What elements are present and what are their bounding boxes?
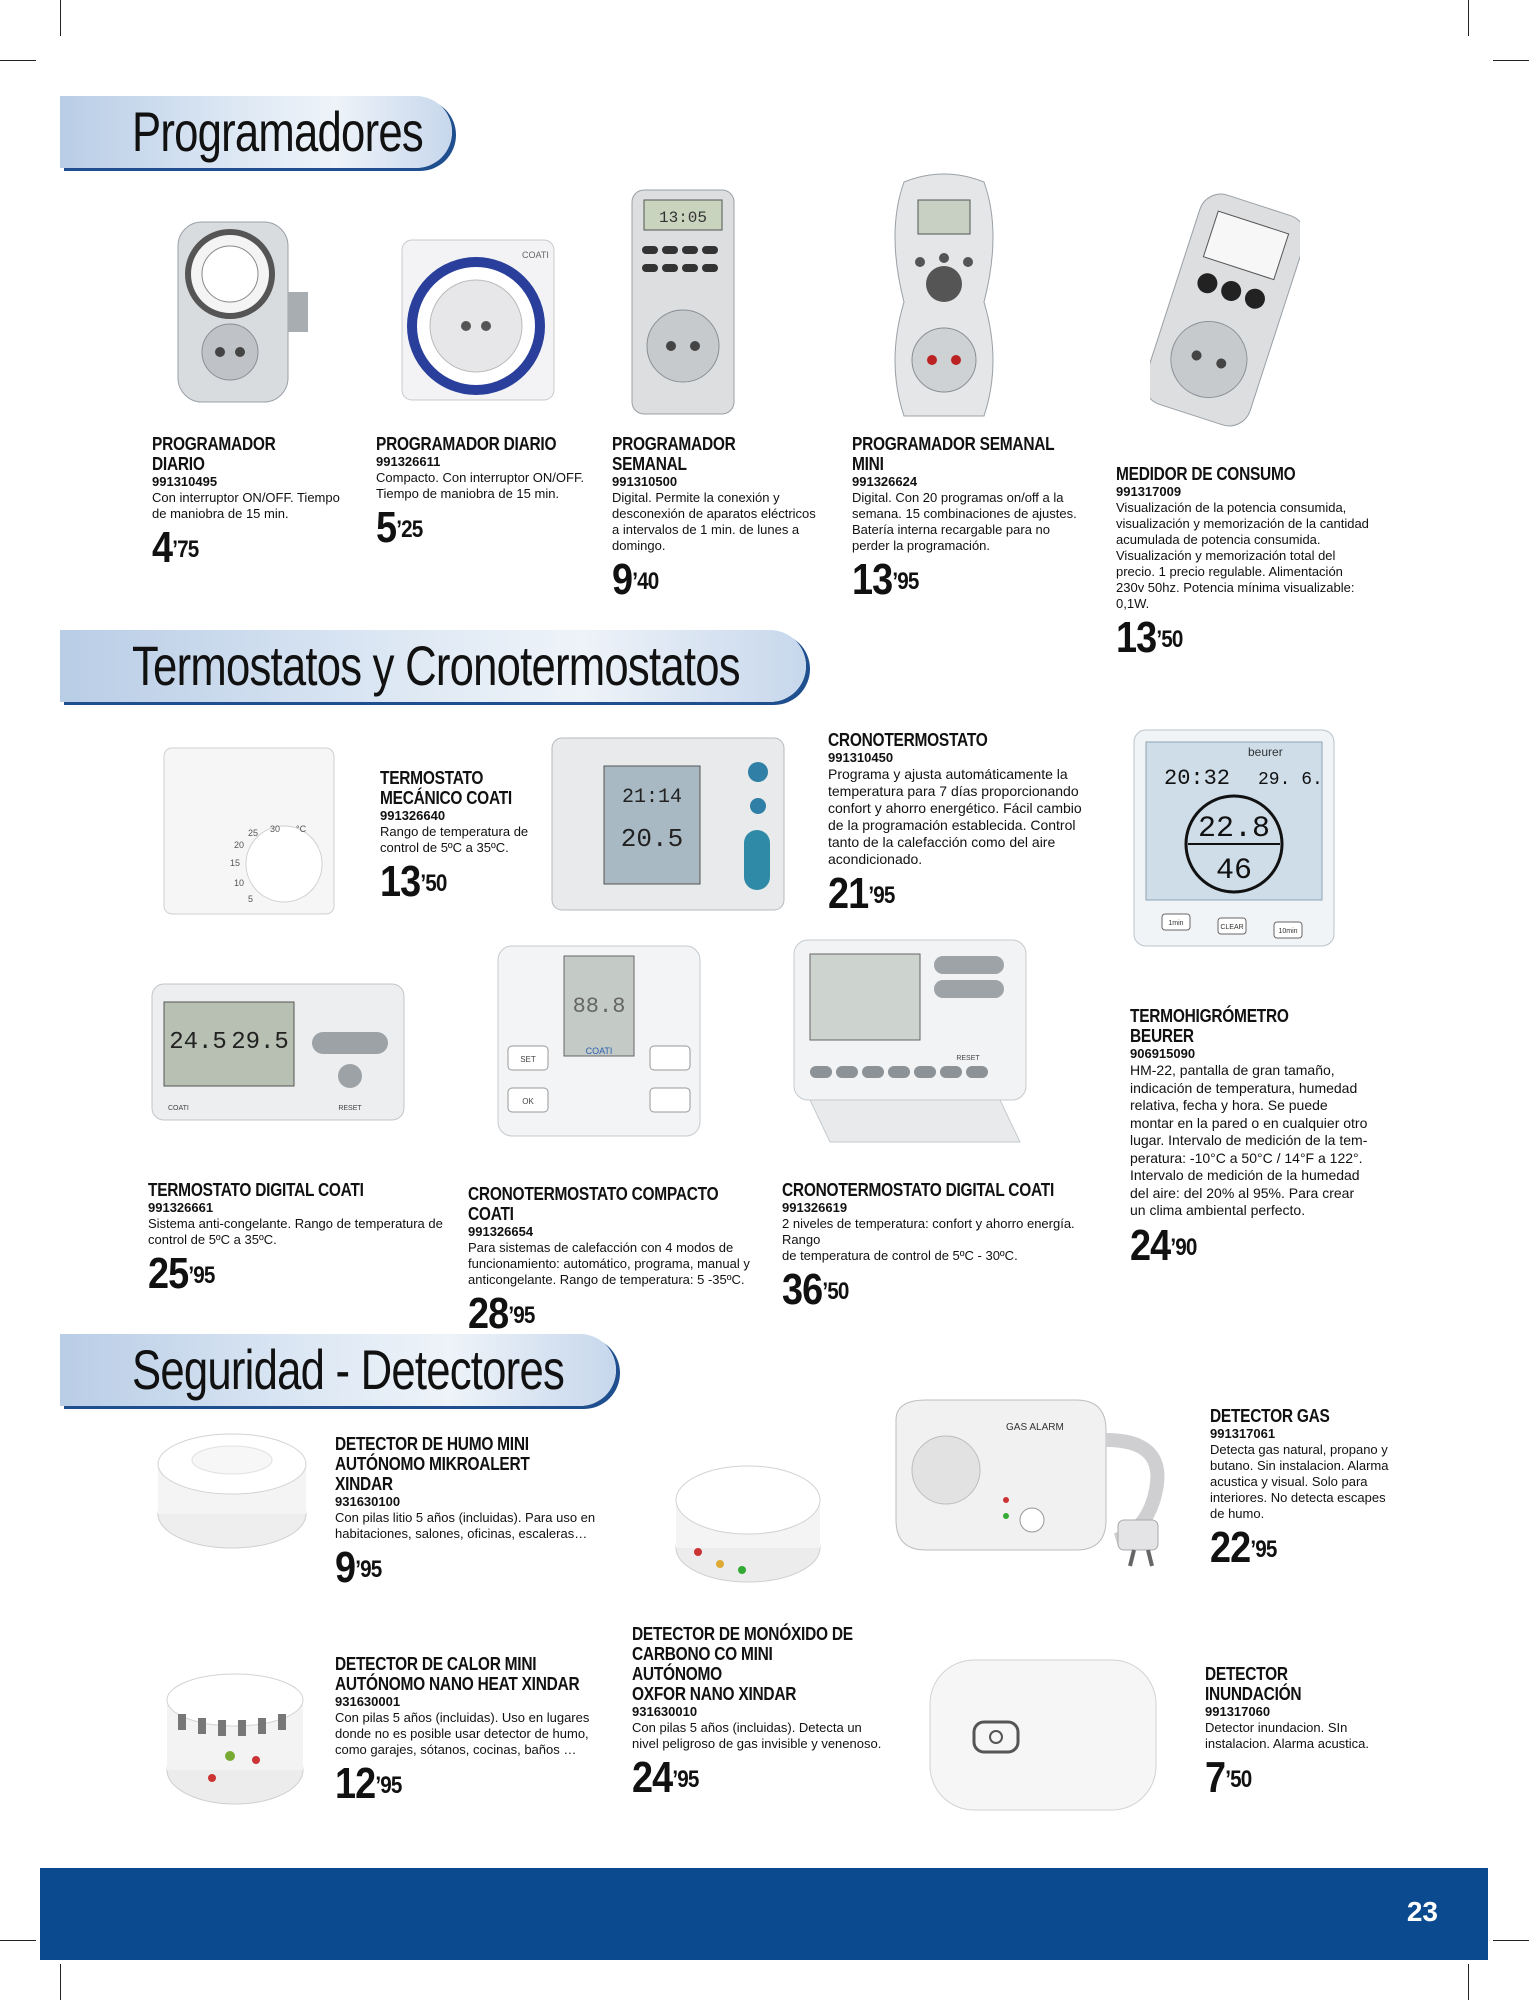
ok-label: OK (522, 1097, 534, 1106)
product-name: PROGRAMADOR SEMANAL MINI (852, 434, 1055, 474)
product-code: 931630100 (335, 1494, 401, 1509)
product-cronotermostato-digital (782, 1180, 1102, 1312)
product-name: TERMOSTATO DIGITAL COATI (148, 1180, 364, 1200)
beurer-time: 20:32 (1164, 766, 1231, 791)
detector-calor-image (160, 1660, 310, 1810)
product-price: $13^{’50}$ (1116, 613, 1183, 662)
timer-display: 13:05 (658, 209, 708, 227)
product-name: DETECTOR INUNDACIÓN (1205, 1664, 1302, 1704)
svg-text:30: 30 (270, 824, 281, 834)
crop-mark (60, 0, 61, 36)
product-description: Digital. Permite la conexión y desconexión de aparatos eléctricos a intervalos de 1 min. de lunes a domingo. (612, 490, 816, 553)
product-code: 991326611 (376, 454, 441, 469)
product-description: Con pilas 5 años (incluidas). Uso en lugares donde no es posible usar detector de humo, como garajes, sótanos, cocinas, baños … (335, 1710, 590, 1757)
product-price: $13^{’50}$ (380, 857, 447, 906)
product-price: $5^{’25}$ (376, 503, 423, 552)
product-name: TERMOHIGRÓMETRO BEURER (1130, 1006, 1289, 1046)
detector-humo-image (152, 1424, 312, 1554)
beurer-temp: 22.8 (1197, 812, 1271, 846)
product-name: PROGRAMADOR DIARIO (376, 434, 557, 454)
section-title: Seguridad - Detectores (132, 1338, 565, 1401)
product-price: $28^{’95}$ (468, 1289, 535, 1338)
product-price: $13^{’95}$ (852, 555, 919, 604)
product-programador-diario-compacto (376, 434, 596, 550)
product-name: TERMOSTATO MECÁNICO COATI (380, 768, 512, 808)
product-description: Digital. Con 20 programas on/off a la semana. 15 combinaciones de ajustes. Batería interna recargable para no perder la programación. (852, 490, 1077, 553)
product-name: DETECTOR DE HUMO MINI AUTÓNOMO MIKROALERT XINDAR (335, 1434, 530, 1494)
product-detector-monoxido (632, 1624, 902, 1800)
product-cronotermostato (828, 730, 1088, 916)
product-termohigrometro-beurer (1130, 1006, 1400, 1268)
product-code: 931630001 (335, 1694, 401, 1709)
product-price: $12^{’95}$ (335, 1759, 402, 1808)
product-price: $22^{’95}$ (1210, 1523, 1277, 1572)
termostato-mecanico-image (160, 744, 340, 920)
product-code: 991310495 (152, 474, 218, 489)
product-code: 991317009 (1116, 484, 1182, 499)
section-banner-termostatos (60, 630, 806, 702)
product-code: 991317061 (1210, 1426, 1276, 1441)
product-programador-diario (152, 434, 352, 570)
programador-semanal-mini-image (884, 172, 1004, 426)
crop-mark (1493, 60, 1529, 61)
section-title: Termostatos y Cronotermostatos (132, 634, 740, 697)
product-termostato-mecanico (380, 768, 550, 904)
reset-label: RESET (956, 1055, 980, 1062)
product-code: 991310450 (828, 750, 894, 765)
crop-mark (0, 1940, 36, 1941)
product-price: $24^{’90}$ (1130, 1220, 1197, 1270)
product-medidor-consumo (1116, 464, 1386, 660)
product-name: PROGRAMADOR DIARIO (152, 434, 276, 474)
crop-mark (1493, 1940, 1529, 1941)
product-description: Detector inundacion. SIn instalacion. Alarma acustica. (1205, 1720, 1370, 1751)
detector-gas-image (886, 1380, 1186, 1570)
set-label: SET (520, 1055, 536, 1064)
product-code: 931630010 (632, 1704, 698, 1719)
footer-bar (40, 1868, 1488, 1960)
product-description: Para sistemas de calefacción con 4 modos de funcionamiento: automático, programa, manual y anticongelante. Rango de temperatura: 5 -35ºC. (468, 1240, 750, 1287)
product-name: DETECTOR DE MONÓXIDO DE CARBONO CO MINI AUTÓNOMO OXFOR NANO XINDAR (632, 1624, 853, 1704)
product-programador-semanal (612, 434, 832, 602)
beurer-date: 29. 6. (1258, 770, 1323, 790)
product-price: $21^{’95}$ (828, 869, 895, 918)
beurer-humidity: 46 (1215, 854, 1253, 888)
product-description: Detecta gas natural, propano y butano. Sin instalacion. Alarma acustica y visual. Solo para interiores. No detecta escapes de humo. (1210, 1442, 1389, 1521)
brand-label: COATI (168, 1105, 189, 1112)
product-code: 991326619 (782, 1200, 848, 1215)
detector-inundacion-image (924, 1650, 1164, 1820)
product-code: 991326624 (852, 474, 918, 489)
product-code: 991310500 (612, 474, 678, 489)
termohigrometro-beurer-image (1128, 726, 1348, 958)
product-description: Sistema anti-congelante. Rango de temperatura de control de 5ºC a 35ºC. (148, 1216, 443, 1247)
product-name: MEDIDOR DE CONSUMO (1116, 464, 1296, 484)
product-description: Compacto. Con interruptor ON/OFF. Tiempo de maniobra de 15 min. (376, 470, 585, 501)
crop-mark (0, 60, 36, 61)
svg-text:15: 15 (230, 858, 241, 868)
beurer-button-1min: 1min (1168, 920, 1184, 927)
product-price: $36^{’50}$ (782, 1265, 849, 1314)
product-detector-humo (335, 1434, 625, 1590)
beurer-button-clear: CLEAR (1220, 924, 1244, 931)
crono-temp: 20.5 (620, 824, 684, 854)
product-price: $7^{’50}$ (1205, 1753, 1252, 1802)
svg-text:5: 5 (248, 894, 254, 904)
crop-mark (1468, 0, 1469, 36)
termostato-digital-image (148, 980, 408, 1124)
product-detector-calor (335, 1654, 625, 1806)
digital-temp-a: 24.5 (169, 1029, 227, 1056)
product-description: Con pilas litio 5 años (incluidas). Para uso en habitaciones, salones, oficinas, escaleras… (335, 1510, 596, 1541)
crop-mark (1468, 1964, 1469, 2000)
section-title: Programadores (132, 100, 423, 163)
medidor-consumo-image (1150, 190, 1300, 430)
product-name: DETECTOR GAS (1210, 1406, 1330, 1426)
cronotermostato-image (548, 730, 788, 914)
page-number: 23 (1406, 1896, 1438, 1927)
programador-diario-image (168, 212, 318, 412)
product-price: $9^{’95}$ (335, 1543, 382, 1592)
product-description: 2 niveles de temperatura: confort y ahorro energía. Rango de temperatura de control de 5ºC - 30ºC. (782, 1216, 1075, 1263)
svg-text:20: 20 (234, 840, 245, 850)
section-banner-programadores (60, 96, 452, 168)
programador-diario-compacto-image (398, 236, 558, 404)
crono-time: 21:14 (621, 786, 683, 809)
product-code: 991326661 (148, 1200, 214, 1215)
product-name: CRONOTERMOSTATO (828, 730, 988, 750)
product-name: CRONOTERMOSTATO DIGITAL COATI (782, 1180, 1055, 1200)
cronotermostato-digital-image (790, 936, 1030, 1146)
crop-mark (60, 1964, 61, 2000)
product-price: $25^{’95}$ (148, 1249, 215, 1298)
product-price: $9^{’40}$ (612, 555, 659, 604)
product-description: Rango de temperatura de control de 5ºC a 35ºC. (380, 824, 529, 855)
product-code: 991326654 (468, 1224, 534, 1239)
product-name: PROGRAMADOR SEMANAL (612, 434, 736, 474)
product-code: 991326640 (380, 808, 446, 823)
product-description: Con interruptor ON/OFF. Tiempo de maniobra de 15 min. (152, 490, 340, 521)
section-banner-seguridad (60, 1334, 616, 1406)
product-description: HM-22, pantalla de gran tamaño, indicación de temperatura, humedad relativa, fecha y hora. Se puede montar en la pared o en cualquier otro lugar. Intervalo de medición de la tem- peratura: -10°C a 50°C / 14°F a 122°. Intervalo de medición de la humedad del aire: del 20% al 95%. Para crear un clima ambiental perfecto. (1130, 1062, 1368, 1218)
product-programador-semanal-mini (852, 434, 1092, 602)
svg-text:10: 10 (234, 878, 245, 888)
reset-label: RESET (338, 1105, 362, 1112)
digital-temp-b: 29.5 (231, 1029, 289, 1056)
detector-monoxido-image (668, 1440, 828, 1590)
beurer-brand: beurer (1248, 745, 1283, 759)
product-detector-gas (1210, 1406, 1400, 1570)
product-description: Con pilas 5 años (incluidas). Detecta un nivel peligroso de gas invisible y venenoso. (632, 1720, 882, 1751)
product-price: $4^{’75}$ (152, 523, 199, 572)
product-termostato-digital (148, 1180, 448, 1296)
product-code: 906915090 (1130, 1046, 1196, 1061)
svg-text:25: 25 (248, 828, 259, 838)
product-name: DETECTOR DE CALOR MINI AUTÓNOMO NANO HEAT XINDAR (335, 1654, 580, 1694)
svg-text:°C: °C (296, 824, 307, 834)
beurer-button-10min: 10min (1278, 928, 1298, 935)
product-description: Visualización de la potencia consumida, visualización y memorización de la cantidad acumulada de potencia consumida. Visualización y memorización total del precio. 1 precio regulable. Alimentación 230v 50hz. Potencia mínima visualizable: 0,1W. (1116, 500, 1369, 611)
product-name: CRONOTERMOSTATO COMPACTO COATI (468, 1184, 719, 1224)
brand-label: COATI (522, 250, 549, 260)
product-code: 991317060 (1205, 1704, 1271, 1719)
compact-display: 88.8 (572, 994, 626, 1019)
programador-semanal-image (628, 186, 738, 418)
product-cronotermostato-compacto (468, 1184, 768, 1336)
cronotermostato-compacto-image (494, 942, 704, 1142)
product-detector-inundacion (1205, 1664, 1405, 1800)
brand-label: COATI (585, 1046, 613, 1056)
product-price: $24^{’95}$ (632, 1753, 699, 1802)
product-description: Programa y ajusta automáticamente la temperatura para 7 días proporcionando confort y ahorro energético. Fácil cambio de la programación establecida. Control tanto de la calefacción como del aire acondicionado. (828, 766, 1082, 867)
gas-alarm-label: GAS ALARM (1006, 1422, 1064, 1433)
